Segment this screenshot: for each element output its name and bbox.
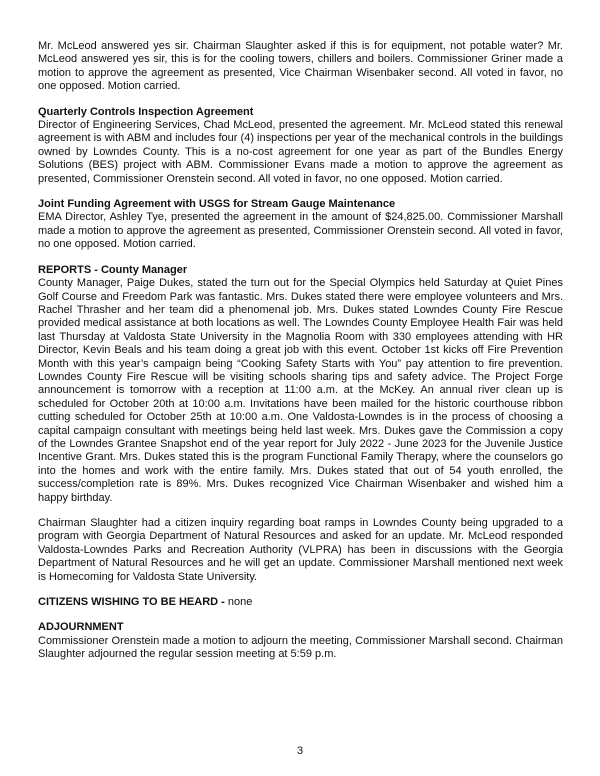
paragraph-usgs-stream-gauge: EMA Director, Ashley Tye, presented the agreement in the amount of $24,825.00. Commissioner Marshall made a motion to approve the agreement as presented, Commissioner Orenstein second. All voted in favor, no one opposed. Motion carried. [38, 211, 563, 251]
citizens-heading-value: none [227, 596, 253, 609]
paragraph-county-manager-report: County Manager, Paige Dukes, stated the turn out for the Special Olympics held Saturday at Quiet Pines Golf Course and Freedom Park was fantastic. Mrs. Dukes stated there were employee volunteers and Mrs. Rachel Thrasher and her team did a phenomenal job. Mrs. Dukes stated Lowndes County Fire Rescue provided medical assistance at both locations as well. The Lowndes County Employee Health Fair was held last Thursday at Valdosta State University in the Magnolia Room with 330 employees attending with HR Director, Kevin Beals and his team doing a great job with this event. October 1st kicks off Fire Prevention Month with this year’s campaign being “Cooking Safety Starts with You” pay attention to fire prevention. Lowndes County Fire Rescue will be visiting schools sharing tips and safety advice. The Project Forge announcement is tomorrow with a reception at 11:00 a.m. at the McKey. An annual river clean up is scheduled for October 20th at 10:00 a.m. Invitations have been mailed for the historic courthouse ribbon cutting scheduled for October 25th at 10:00 a.m. One Valdosta-Lowndes is in the process of choosing a capital campaign consultant with meetings being held last week. Mrs. Dukes gave the Commission a copy of the Lowndes Grantee Snapshot end of the year report for July 2022 - June 2023 for the Juvenile Justice Incentive Grant. Mrs. Dukes stated this is the program Functional Family Therapy, where the counselors go into the homes and work with the entire family. Mrs. Dukes stated that out of 54 youth enrolled, the success/completion rate is 89%. Mrs. Dukes recognized Vice Chairman Wisenbaker and wished him a happy birthday. [38, 277, 563, 504]
paragraph-adjournment: Commissioner Orenstein made a motion to adjourn the meeting, Commissioner Marshall second. Chairman Slaughter adjourned the regular session meeting at 5:59 p.m. [38, 634, 563, 661]
heading-adjournment: ADJOURNMENT [38, 621, 124, 634]
citizens-heading-label: CITIZENS WISHING TO BE HEARD - [38, 596, 228, 609]
heading-citizens-wishing-to-be-heard [38, 596, 563, 609]
paragraph-water-agreement: Mr. McLeod answered yes sir. Chairman Slaughter asked if this is for equipment, not potable water? Mr. McLeod answered yes sir, this is for the cooling towers, chillers and boilers. Commissioner Griner made a motion to approve the agreement as presented, Vice Chairman Wisenbaker second. All voted in favor, no one opposed. Motion carried. [38, 40, 563, 93]
page-number: 3 [296, 744, 304, 757]
heading-reports-county-manager: REPORTS - County Manager [38, 263, 188, 276]
heading-usgs-stream-gauge: Joint Funding Agreement with USGS for Stream Gauge Maintenance [38, 198, 396, 211]
paragraph-quarterly-controls-inspection: Director of Engineering Services, Chad McLeod, presented the agreement. Mr. McLeod stated this renewal agreement is with ABM and includes four (4) inspections per year of the mechanical controls in the buildings owned by Lowndes County. This is a no-cost agreement for one year as part of the Bundles Energy Solutions (BES) project with ABM. Commissioner Evans made a motion to approve the agreement as presented, Commissioner Orenstein second. All voted in favor, no one opposed. Motion carried. [38, 119, 563, 185]
heading-quarterly-controls-inspection: Quarterly Controls Inspection Agreement [38, 105, 254, 118]
paragraph-boat-ramps-inquiry: Chairman Slaughter had a citizen inquiry regarding boat ramps in Lowndes County being upgraded to a program with Georgia Department of Natural Resources and asked for an update. Mr. McLeod responded Valdosta-Lowndes Parks and Recreation Authority (VLPRA) has been in discussions with the Georgia Department of Natural Resources and he will get an update. Commissioner Marshall mentioned next week is Homecoming for Valdosta State University. [38, 517, 563, 583]
